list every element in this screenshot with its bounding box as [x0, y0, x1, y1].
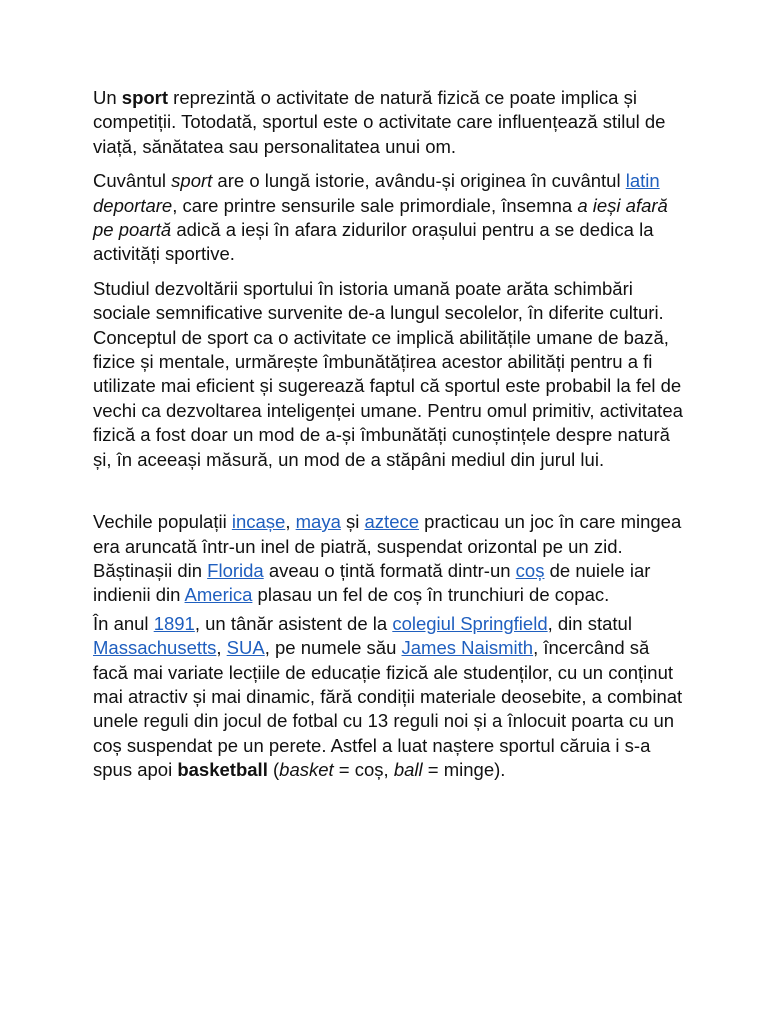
text-span: , [216, 637, 227, 659]
text-span: , un tânăr asistent de la [194, 612, 393, 634]
link-maya[interactable]: maya [295, 511, 341, 533]
link-james-naismith[interactable]: James Naismith [401, 637, 534, 659]
text-span: și [340, 511, 365, 533]
text-span: adică a ieși în afara zidurilor orașului pentru a se dedica la activități sportive. [93, 219, 654, 265]
link-1891[interactable]: 1891 [153, 612, 195, 634]
text-span: plasau un fel de coș în trunchiuri de copac. [252, 584, 610, 606]
text-span: Cuvântul [93, 170, 172, 192]
text-span: = minge). [422, 759, 506, 781]
text-span: Un [93, 87, 122, 108]
italic-term-basket: basket [279, 759, 334, 781]
text-span: = coș, [333, 759, 394, 781]
link-sua[interactable]: SUA [226, 637, 265, 659]
document-page [93, 86, 683, 783]
text-span: Studiul dezvoltării sportului în istoria umană poate arăta schimbări sociale semnificative survenite de-a lungul secolelor, în diferite culturi. Conceptul de sport ca o activitate ce implică abilitățile umane de bază, fizice și mentale, urmărește îmbunătățirea acestor abilități pentru a fi utilizate mai eficient și sugerează faptul că sportul este probabil la fel de vechi ca dezvoltarea inteligenței umane. Pentru omul primitiv, activitatea fizică a fost doar un mod de a-și îmbunătăți cunoștințele despre natură și, în aceeași măsură, un mod de a stăpâni mediul din jurul lui. [93, 277, 683, 470]
italic-term-deportare: deportare [93, 194, 173, 216]
link-america[interactable]: America [184, 584, 253, 606]
paragraph-etymology [93, 169, 683, 267]
bold-term-sport: sport [121, 87, 169, 108]
text-span: reprezintă o activitate de natură fizică ce poate implica și competiții. Totodată, sportul este o activitate care influențează stilul de viață, sănătatea sau personalitatea unui om. [93, 87, 666, 157]
text-span: , pe numele său [264, 637, 402, 659]
italic-term-sport: sport [171, 170, 213, 192]
link-florida[interactable]: Florida [207, 559, 264, 581]
text-span: de nuiele iar indienii din [93, 559, 651, 606]
paragraph-ancient-peoples [93, 510, 683, 608]
text-span: Vechile populații [93, 511, 232, 533]
text-span: În anul [93, 612, 154, 634]
bold-term-basketball: basketball [177, 759, 268, 781]
text-span: practicau un joc în care mingea era aruncată într-un inel de piatră, suspendat orizontal pe un zid. Băștinașii din [93, 511, 682, 581]
text-span: aveau o țintă formată dintr-un [263, 559, 516, 581]
link-aztece[interactable]: aztece [364, 511, 420, 533]
text-span: , încercând să facă mai variate lecțiile de educație fizică ale studenților, cu un conținut mai atractiv și mai dinamic, fără condiții materiale deosebite, a combinat unele reguli din jocul de fotbal cu 13 reguli noi și a înlocuit poarta cu un coș suspendat pe un perete. Astfel a luat naștere sportul căruia i s-a spus apoi [93, 637, 683, 781]
text-span: , din statul [547, 612, 632, 634]
italic-term-ball: ball [393, 759, 423, 781]
text-span: ( [267, 759, 280, 781]
paragraph-basketball-origin [93, 612, 683, 783]
paragraph-history [93, 277, 683, 472]
link-cos[interactable]: coș [515, 559, 545, 581]
paragraph-sport-definition [93, 86, 683, 159]
text-span: , care printre sensurile sale primordiale, însemna [172, 194, 578, 216]
link-incase[interactable]: incașe [231, 511, 286, 533]
text-span: are o lungă istorie, avându-și originea în cuvântul [212, 170, 626, 192]
text-span: , [285, 511, 296, 533]
link-colegiul-springfield[interactable]: colegiul Springfield [392, 612, 548, 634]
italic-phrase: a ieși afară pe poartă [93, 194, 668, 241]
link-latin[interactable]: latin [625, 170, 660, 192]
link-massachusetts[interactable]: Massachusetts [93, 637, 217, 659]
